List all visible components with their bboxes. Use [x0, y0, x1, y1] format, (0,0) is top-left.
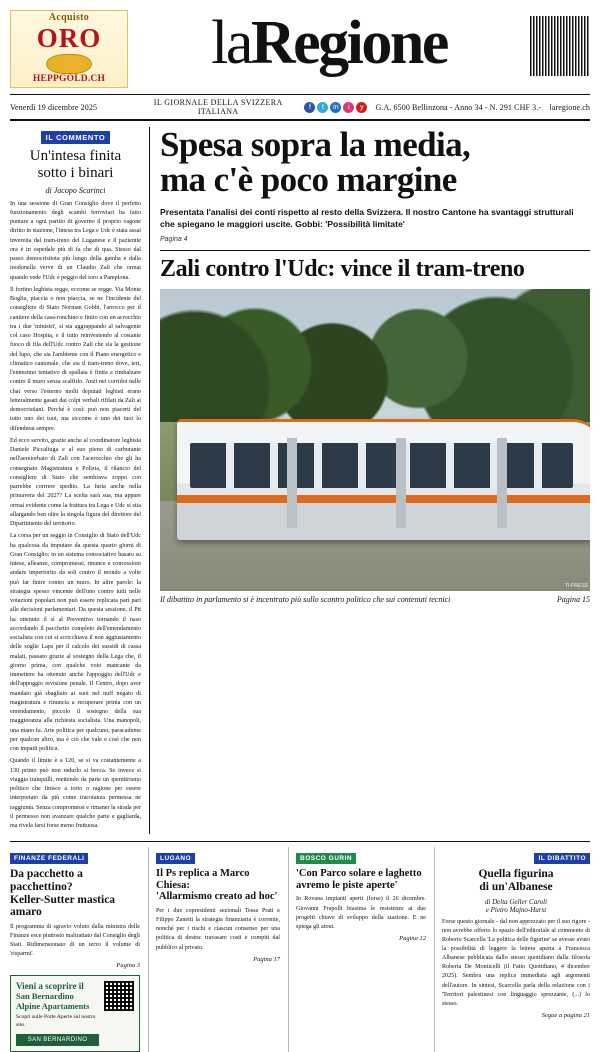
- website-link[interactable]: laregione.ch: [549, 102, 590, 112]
- linkedin-icon[interactable]: in: [330, 102, 341, 113]
- promo-paragraph: Scopri sulle Porte Aperte sul nostro sito.: [16, 1014, 96, 1029]
- lead-page-reference[interactable]: Pagina 4: [160, 235, 188, 243]
- promo-logo: SAN BERNARDINO: [16, 1034, 99, 1046]
- ad-oro-word: ORO: [36, 22, 102, 53]
- story-page-reference[interactable]: Pagina 17: [253, 955, 280, 963]
- story-body: Il programma di sgravio voluto dalla ministra delle Finanze esce piuttosto maltrattato dal Consiglio degli Stati. Ridimensionato di un terzo il volume di 'risparmi'.: [10, 923, 140, 958]
- bottom-story-dibattito: [434, 847, 590, 1052]
- youtube-icon[interactable]: y: [356, 102, 367, 113]
- social-icons[interactable]: [304, 102, 367, 113]
- main-column: [150, 127, 590, 834]
- commentary-paragraph: La corsa per un seggio in Consiglio di Stato dell'Udc ha qualcosa da imputare da questa quarto giorni di Gran Consiglio: in un sistema consociativo basato su intese, alleanze, compromessi, rinunce e concessioni andare impertorito da soli contro il mondo a volte può far finire contro un muro. In altre parole: la strategia spesso vincente dell'uno contro tutti nelle votazioni popolari non può essere replicata pari pari alle decisioni parlamentari. Da questa sessione, il Ptt ha ottenuto il sì al Preventivo tornando il naso accordando il pacchetto completo dell'emendamento socialista con cui si scricchiava il non aggiustamento delle soglie Laps per il calcolo dei sussidi di cassa malati, passato grazie al sostegno della Lega che, il giorno prima, con qualche voto mancante da immettere ha ottenuto anche l'appoggio dell'Udc e dell'appoggio revisione penale. Il Centro, dopo aver mandato già sbagliato ai suoi nel nuff negato di magistratura e rinuncia a recuperare prima con un emendamento, piccolo il sostegno della sua maggioranza alla richiesta socialista. Una manopoli, una mano fa. Arte politica per qualcuno, paracadume per qualcun altro, ma è ciò che vale e così che non con impatti politica.: [10, 533, 141, 753]
- second-page-reference[interactable]: Pagina 15: [556, 595, 590, 605]
- story-body: In Rovana impianti aperti (forse) il 26 dicembre. Giovanni Frapolli biasima le resistenze ai due progetti chiave di sviluppo della stazione. E ne spiega gli atout.: [296, 896, 426, 930]
- second-headline[interactable]: Zali contro l'Udc: vince il tram-treno: [160, 255, 525, 282]
- instagram-icon[interactable]: i: [343, 102, 354, 113]
- story-title[interactable]: Quella figurina di un'Albanese: [478, 868, 554, 893]
- photo-credit: TI-PRESS: [564, 583, 588, 590]
- tram-door: [497, 438, 507, 528]
- commentary-body: [10, 200, 141, 835]
- story-body: Per i due copresidenti sezionali Tessa Prati e Filippo Zanetti la strategia finanziaria è corrente, nonché per i rischi e ciascun consenso per una politica di destra: travasare costi e compiti dal pubblico al privato.: [156, 907, 280, 951]
- commentary-kicker: IL COMMENTO: [41, 131, 111, 144]
- facebook-icon[interactable]: f: [304, 102, 315, 113]
- gold-coin-icon: [46, 54, 92, 74]
- story-tag: IL DIBATTITO: [534, 853, 590, 864]
- promo-text: [16, 981, 99, 1046]
- photo-caption-row: [160, 595, 590, 604]
- commentary-paragraph: Il fortino leghista regge, eccome se regge. Via Monte Boglia, piaccia o non piaccia, se ne l'incidente del consigliere di Stato Norman Gobbi, l'arrocco per il cantiere della casa-ronchino e finito con un acrocchio tra i due 'ministri', si sta aggrappando al salvagente col caso Hospita, e il tutto reinvestendo al costante fuoco di fila dell'Udc contro Zali che sia la gestione del lupo, che sia l'ambiente con il Piano energetico e climatico cantonale, che sia il tram-treno dove, ieri, l'ennesimo tentativo di spallata è finita a rimbalzare contro il muro senza scalfirlo. Anzi nei corridoi nelle chat verso l'esterno molti deputati leghisti erano letteralmente gasati dai colpi verbali rifilati da Zali ai democristiani. Perché è così: può non piacerti del tutto uno dei tuoi, ma siccome è uno dei tuoi lo difenderai sempre.: [10, 286, 141, 432]
- story-title[interactable]: Da pacchetto a pacchettino? Keller-Sutter mastica amaro: [10, 868, 116, 919]
- tram-orange-stripe: [177, 495, 590, 503]
- publication-subtitle: IL GIORNALE DELLA SVIZZERA ITALIANA: [153, 98, 283, 116]
- publication-date: Venerdì 19 dicembre 2025: [10, 102, 98, 112]
- bottom-story-lugano: [148, 847, 280, 1052]
- commentary-byline: di Jacopo Scarinci: [45, 185, 106, 195]
- bottom-stories: [10, 841, 590, 1052]
- story-tag: BOSCO GURIN: [296, 853, 356, 864]
- advertisement-gold[interactable]: [10, 10, 128, 88]
- promo-subheading: San Bernardino Alpine Apartaments: [16, 990, 90, 1011]
- lead-headline[interactable]: Spesa sopra la media, ma c'è poco margine: [160, 125, 471, 199]
- barcode-icon: [530, 16, 590, 76]
- story-byline: di Delta Geller Caroli e Pietro Majno-Hurst: [484, 897, 548, 914]
- story-title[interactable]: 'Con Parco solare e laghetto avremo le piste aperte': [296, 868, 422, 891]
- qr-code-icon[interactable]: [104, 981, 134, 1011]
- main-grid: [10, 127, 590, 834]
- photo-trees: [160, 289, 590, 428]
- issue-info: [375, 103, 590, 112]
- story-page-reference[interactable]: Pagina 3: [116, 962, 140, 970]
- story-page-reference[interactable]: Pagina 12: [399, 935, 426, 942]
- commentary-paragraph: Quando il limite è a 120, se si va costantemente a 130 primo può non radurlo si becca. Se invece si viaggia tranquilli, mettendo da parte un ipernitrismo politico che finisce a torto o ragione per essere interpretato da più come tracotanza permessa ne raggiunta. Senza compromessi e rimaner la strada per il permesso non avanzare qualche parte e gagliarda, ma rivela farsi forse meno fruttuosa.: [10, 758, 141, 830]
- tram-door: [287, 438, 297, 528]
- newspaper-logo: [134, 9, 524, 77]
- tram-vehicle: [177, 419, 590, 540]
- masthead-meta-row: [10, 94, 590, 121]
- issue-details: G.A. 6500 Bellinzona - Anno 34 - N. 291 CHF 3.-: [375, 102, 542, 112]
- tram-door: [396, 438, 406, 528]
- commentary-column: [10, 127, 150, 834]
- tram-windows: [190, 443, 573, 488]
- story-title[interactable]: Il Ps replica a Marco Chiesa: 'Allarmismo creato ad hoc': [156, 868, 278, 903]
- ad-website: HEPPGOLD.CH: [32, 73, 106, 84]
- bottom-story-finanze: [10, 847, 140, 1052]
- commentary-title: Un'intesa finita sotto i binari: [29, 148, 122, 181]
- ad-line1: Acquisto: [48, 12, 90, 24]
- story-tag: FINANZE FEDERALI: [10, 853, 88, 864]
- logo-regione: Regione: [250, 9, 447, 77]
- story-continuation[interactable]: Segue a pagina 21: [541, 1012, 590, 1020]
- story-tag: LUGANO: [156, 853, 195, 864]
- section-divider: [160, 250, 590, 251]
- promo-advertisement[interactable]: [10, 975, 140, 1052]
- masthead-title: [128, 9, 530, 77]
- commentary-paragraph: Ed ecco servito, grazie anche al coordinatore leghista Daniele Piccaliuga e al suo pieno di carburante nell'aereiorbato di Zali con l'acerocchio che gli ha consegnato Magistratura e Polizia, il rilancio del consigliere di Stato che sembrava zoppo con parrebbe corrrere spedito. La furia anche nella primavera del 2027? La scelta sarà sua, ma appare ormai evidente come la frattura tra Lega e Udc si stia allargando ben oltre la singola figura del direttore del Dipartimento del territorio.: [10, 437, 141, 528]
- masthead: [10, 0, 590, 88]
- twitter-icon[interactable]: t: [317, 102, 328, 113]
- commentary-paragraph: In una sessione di Gran Consiglio dove il perfetto funzionamento degli scambi ferroviari ha fatto puntare a ogni partito di governo il proprio vagone diritto in stazione, l'intesa tra Lega e Udc è stata assai invereita dal tram-treno del Luganese e il pazientte ora è in ospedale più di fa che di qua. Stesso dal passo democristiota più lungo della gamba e dalla inodonella verve di un Claudio Zali che ormai quando vede l'Udc è peggio del toro a Pamplona.: [10, 200, 141, 281]
- tram-photo: [160, 289, 590, 591]
- bottom-story-bosco-gurin: [288, 847, 426, 1052]
- lead-standfirst: Presentata l'analisi dei conti rispetto al resto della Svizzera. Il nostro Cantone ha svantaggi strutturali che spiegano le maggiori uscite. Gobbi: 'Possibilità limitate': [160, 207, 574, 230]
- promo-heading: Vieni a scoprire il: [16, 981, 84, 992]
- photo-caption: Il dibattito in parlamento si è incentrato più sullo scontro politico che sui contenuti tecnici: [160, 595, 451, 605]
- logo-la: la: [211, 9, 251, 77]
- story-body: Forse questo giornale - dal non apprezzato per il suo rigore - non avrebbe offerto lo spazio dell'editoriale al commento di Roberto Scarcella 'La politica delle figurine' se avesse avuto la possibilità di leggere la lettera aperta a Francesca Albanese pubblicata dallo stesso quotidiano dalla filosofa Roberta De Monticelli (il Fatto Quotidiano, 4 dicembre 2025). Sembra una replica immediata agli argomenti dell'autore. In sintesi, Scarcella parla della relazione con i 'Territori palestinesi con linguaggio sprezzante, (...) lo stesso.: [442, 918, 590, 1007]
